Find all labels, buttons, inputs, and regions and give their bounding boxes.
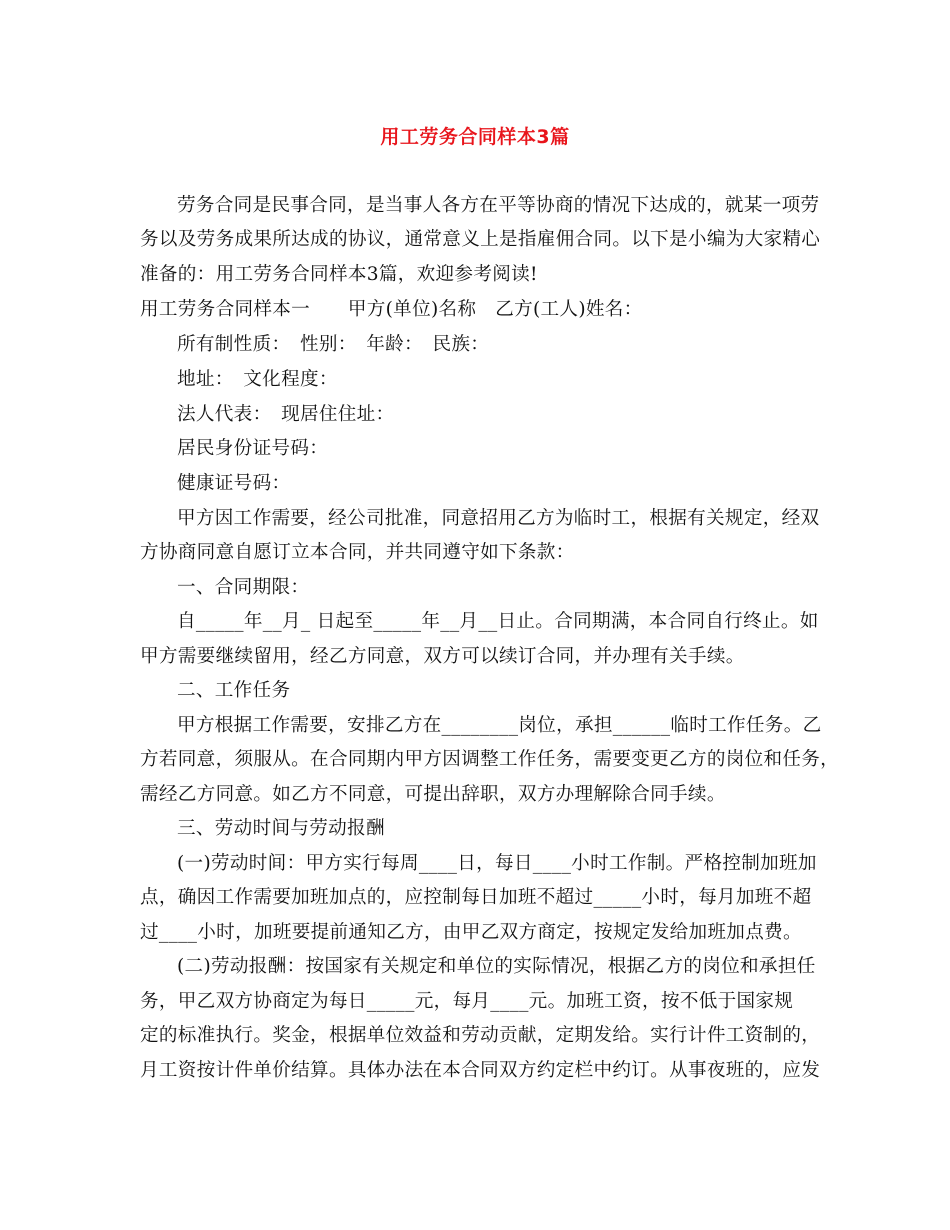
body-line-11: (一)劳动时间：甲方实行每周____日，每日____小时工作制。严格控制加班加 (177, 853, 817, 874)
section-heading-hours-pay: 三、劳动时间与劳动报酬 (177, 818, 385, 839)
body-line-15: 务，甲乙双方协商定为每日_____元，每月____元。加班工资，按不低于国家规 (140, 991, 794, 1012)
body-line-14: (二)劳动报酬：按国家有关规定和单位的实际情况，根据乙方的岗位和承担任 (177, 956, 816, 977)
section-heading-tasks: 二、工作任务 (177, 680, 291, 701)
field-line-legal-rep: 法人代表： 现居住住址： (177, 404, 395, 425)
body-line-6: 自_____年__月_ 日起至_____年__月__日止。合同期满，本合同自行终止。如 (177, 611, 819, 632)
section-heading-term: 一、合同期限： (177, 577, 310, 598)
document-title: 用工劳务合同样本3篇 (380, 126, 570, 148)
body-line-17: 月工资按计件单价结算。具体办法在本合同双方约定栏中约订。从事夜班的，应发 (140, 1060, 821, 1081)
section-heading-sample-one: 用工劳务合同样本一 甲方(单位)名称 乙方(工人)姓名： (140, 299, 643, 320)
body-line-4: 甲方因工作需要，经公司批准，同意招用乙方为临时工，根据有关规定，经双 (177, 508, 820, 529)
field-line-health-cert: 健康证号码： (177, 473, 291, 494)
body-line-7: 甲方需要继续留用，经乙方同意，双方可以续订合同，并办理有关手续。 (140, 646, 745, 667)
body-line-8: 甲方根据工作需要，安排乙方在________岗位，承担______临时工作任务。乙 (177, 715, 822, 736)
body-line-5: 方协商同意自愿订立本合同，并共同遵守如下条款： (140, 542, 575, 563)
body-line-2: 务以及劳务成果所达成的协议，通常意义上是指雇佣合同。以下是小编为大家精心 (140, 229, 821, 250)
field-line-ownership: 所有制性质： 性别： 年龄： 民族： (177, 334, 490, 355)
body-line-9: 方若同意，须服从。在合同期内甲方因调整工作任务，需要变更乙方的岗位和任务， (140, 749, 840, 770)
body-line-3: 准备的：用工劳务合同样本3篇，欢迎参考阅读! (140, 264, 538, 285)
field-line-id-number: 居民身份证号码： (177, 438, 329, 459)
body-line-12: 点，确因工作需要加班加点的，应控制每日加班不超过_____小时，每月加班不超 (140, 887, 812, 908)
field-line-address: 地址： 文化程度： (177, 369, 338, 390)
body-line-16: 定的标准执行。奖金，根据单位效益和劳动贡献，定期发给。实行计件工资制的， (140, 1025, 821, 1046)
body-line-13: 过____小时，加班要提前通知乙方，由甲乙双方商定，按规定发给加班加点费。 (140, 922, 802, 943)
body-line-10: 需经乙方同意。如乙方不同意，可提出辞职，双方办理解除合同手续。 (140, 784, 726, 805)
body-line-1: 劳务合同是民事合同，是当事人各方在平等协商的情况下达成的，就某一项劳 (177, 195, 820, 216)
